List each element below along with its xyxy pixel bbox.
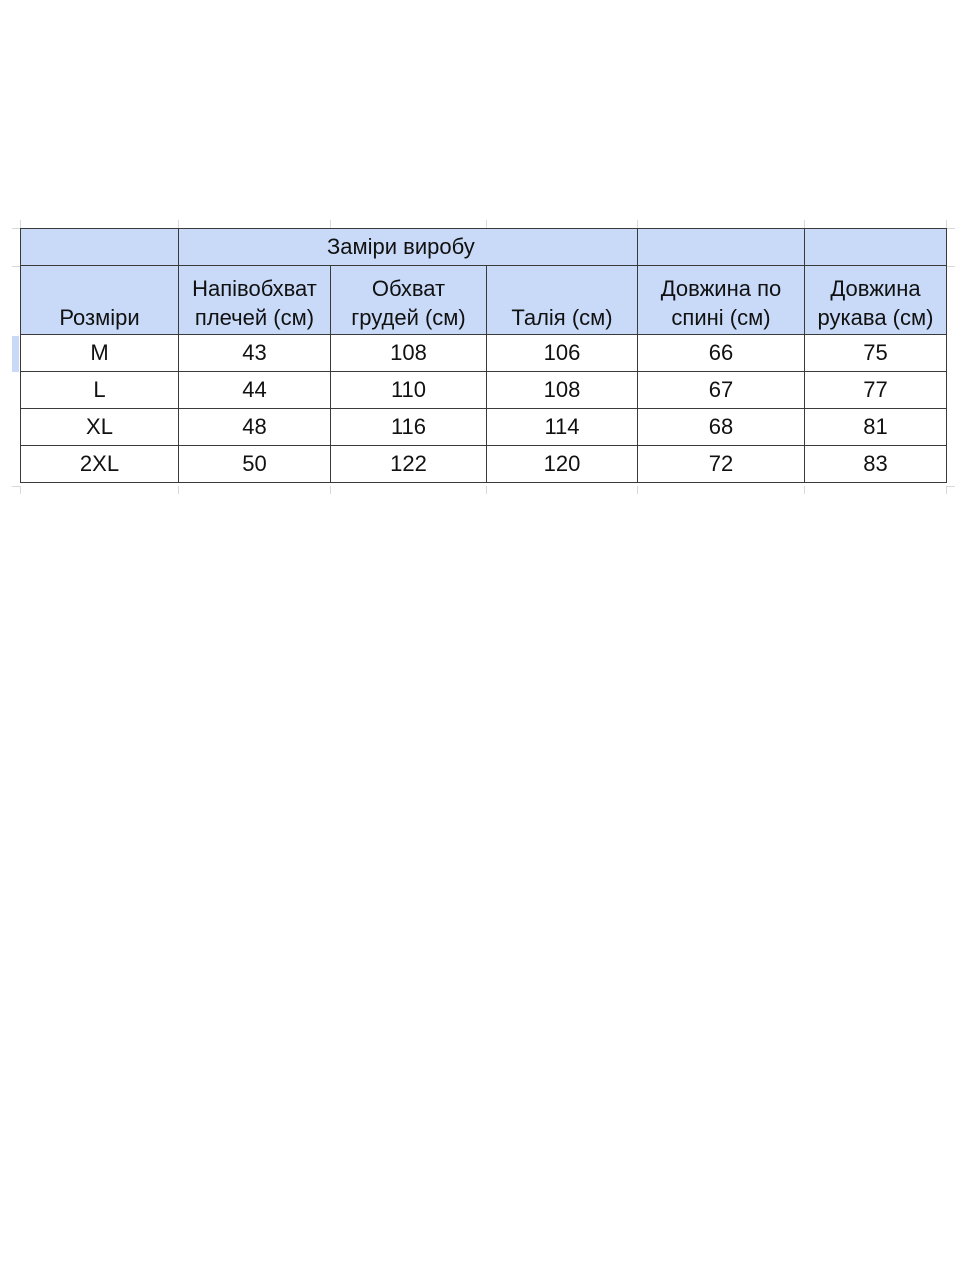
cell-waist: 114: [487, 409, 638, 446]
grid-stub: [946, 486, 947, 494]
table-row: [21, 446, 947, 483]
grid-stub: [178, 220, 179, 228]
column-header-row: [21, 266, 947, 335]
cell-waist: 120: [487, 446, 638, 483]
header-line: Розміри: [59, 305, 140, 330]
cell-chest: 122: [331, 446, 487, 483]
grid-stub: [12, 486, 20, 487]
header-line: рукава (см): [817, 305, 934, 330]
cell-back-length: 72: [638, 446, 805, 483]
grid-stub: [637, 220, 638, 228]
grid-stub: [20, 486, 21, 494]
cell-shoulders: 50: [179, 446, 331, 483]
selected-row-marker: [12, 336, 19, 372]
cell-size: M: [21, 335, 179, 372]
grid-stub: [178, 486, 179, 494]
cell-chest: 110: [331, 372, 487, 409]
cell-chest: 108: [331, 335, 487, 372]
header-shoulders: [179, 266, 331, 335]
size-chart-table: [20, 228, 947, 483]
grid-stub: [330, 220, 331, 228]
grid-stub: [804, 486, 805, 494]
grid-stub: [946, 220, 947, 228]
cell-waist: 106: [487, 335, 638, 372]
header-line: Обхват: [371, 276, 446, 301]
cell-size: L: [21, 372, 179, 409]
header-back-length: [638, 266, 805, 335]
header-line: плечей (см): [194, 305, 315, 330]
header-line: Довжина: [830, 276, 921, 301]
grid-stub: [947, 228, 955, 229]
grid-stub: [12, 266, 20, 267]
grid-stub: [804, 220, 805, 228]
grid-stub: [637, 486, 638, 494]
header-line: Напівобхват: [192, 276, 317, 301]
cell-sleeve-length: 81: [805, 409, 947, 446]
cell-shoulders: 48: [179, 409, 331, 446]
header-chest: [331, 266, 487, 335]
header-line: Довжина по: [660, 276, 782, 301]
header-sleeve-length: [805, 266, 947, 335]
grid-stub: [486, 220, 487, 228]
title-empty-cell: [805, 229, 947, 266]
grid-stub: [486, 486, 487, 494]
title-empty-cell: [638, 229, 805, 266]
grid-stub: [330, 486, 331, 494]
table-row: [21, 409, 947, 446]
header-line: Талія (см): [511, 305, 613, 330]
table-title: Заміри виробу: [179, 229, 638, 266]
header-waist: [487, 266, 638, 335]
grid-stub: [947, 486, 955, 487]
cell-chest: 116: [331, 409, 487, 446]
cell-size: 2XL: [21, 446, 179, 483]
grid-stub: [12, 228, 20, 229]
cell-shoulders: 44: [179, 372, 331, 409]
table-row: [21, 372, 947, 409]
grid-stub: [20, 220, 21, 228]
cell-sleeve-length: 77: [805, 372, 947, 409]
cell-back-length: 66: [638, 335, 805, 372]
cell-back-length: 68: [638, 409, 805, 446]
cell-waist: 108: [487, 372, 638, 409]
grid-stub: [947, 266, 955, 267]
header-sizes: [21, 266, 179, 335]
cell-size: XL: [21, 409, 179, 446]
header-line: спині (см): [671, 305, 771, 330]
title-empty-cell: [21, 229, 179, 266]
cell-shoulders: 43: [179, 335, 331, 372]
cell-back-length: 67: [638, 372, 805, 409]
header-line: грудей (см): [351, 305, 466, 330]
cell-sleeve-length: 83: [805, 446, 947, 483]
cell-sleeve-length: 75: [805, 335, 947, 372]
table-title-row: [21, 229, 947, 266]
table-row: [21, 335, 947, 372]
